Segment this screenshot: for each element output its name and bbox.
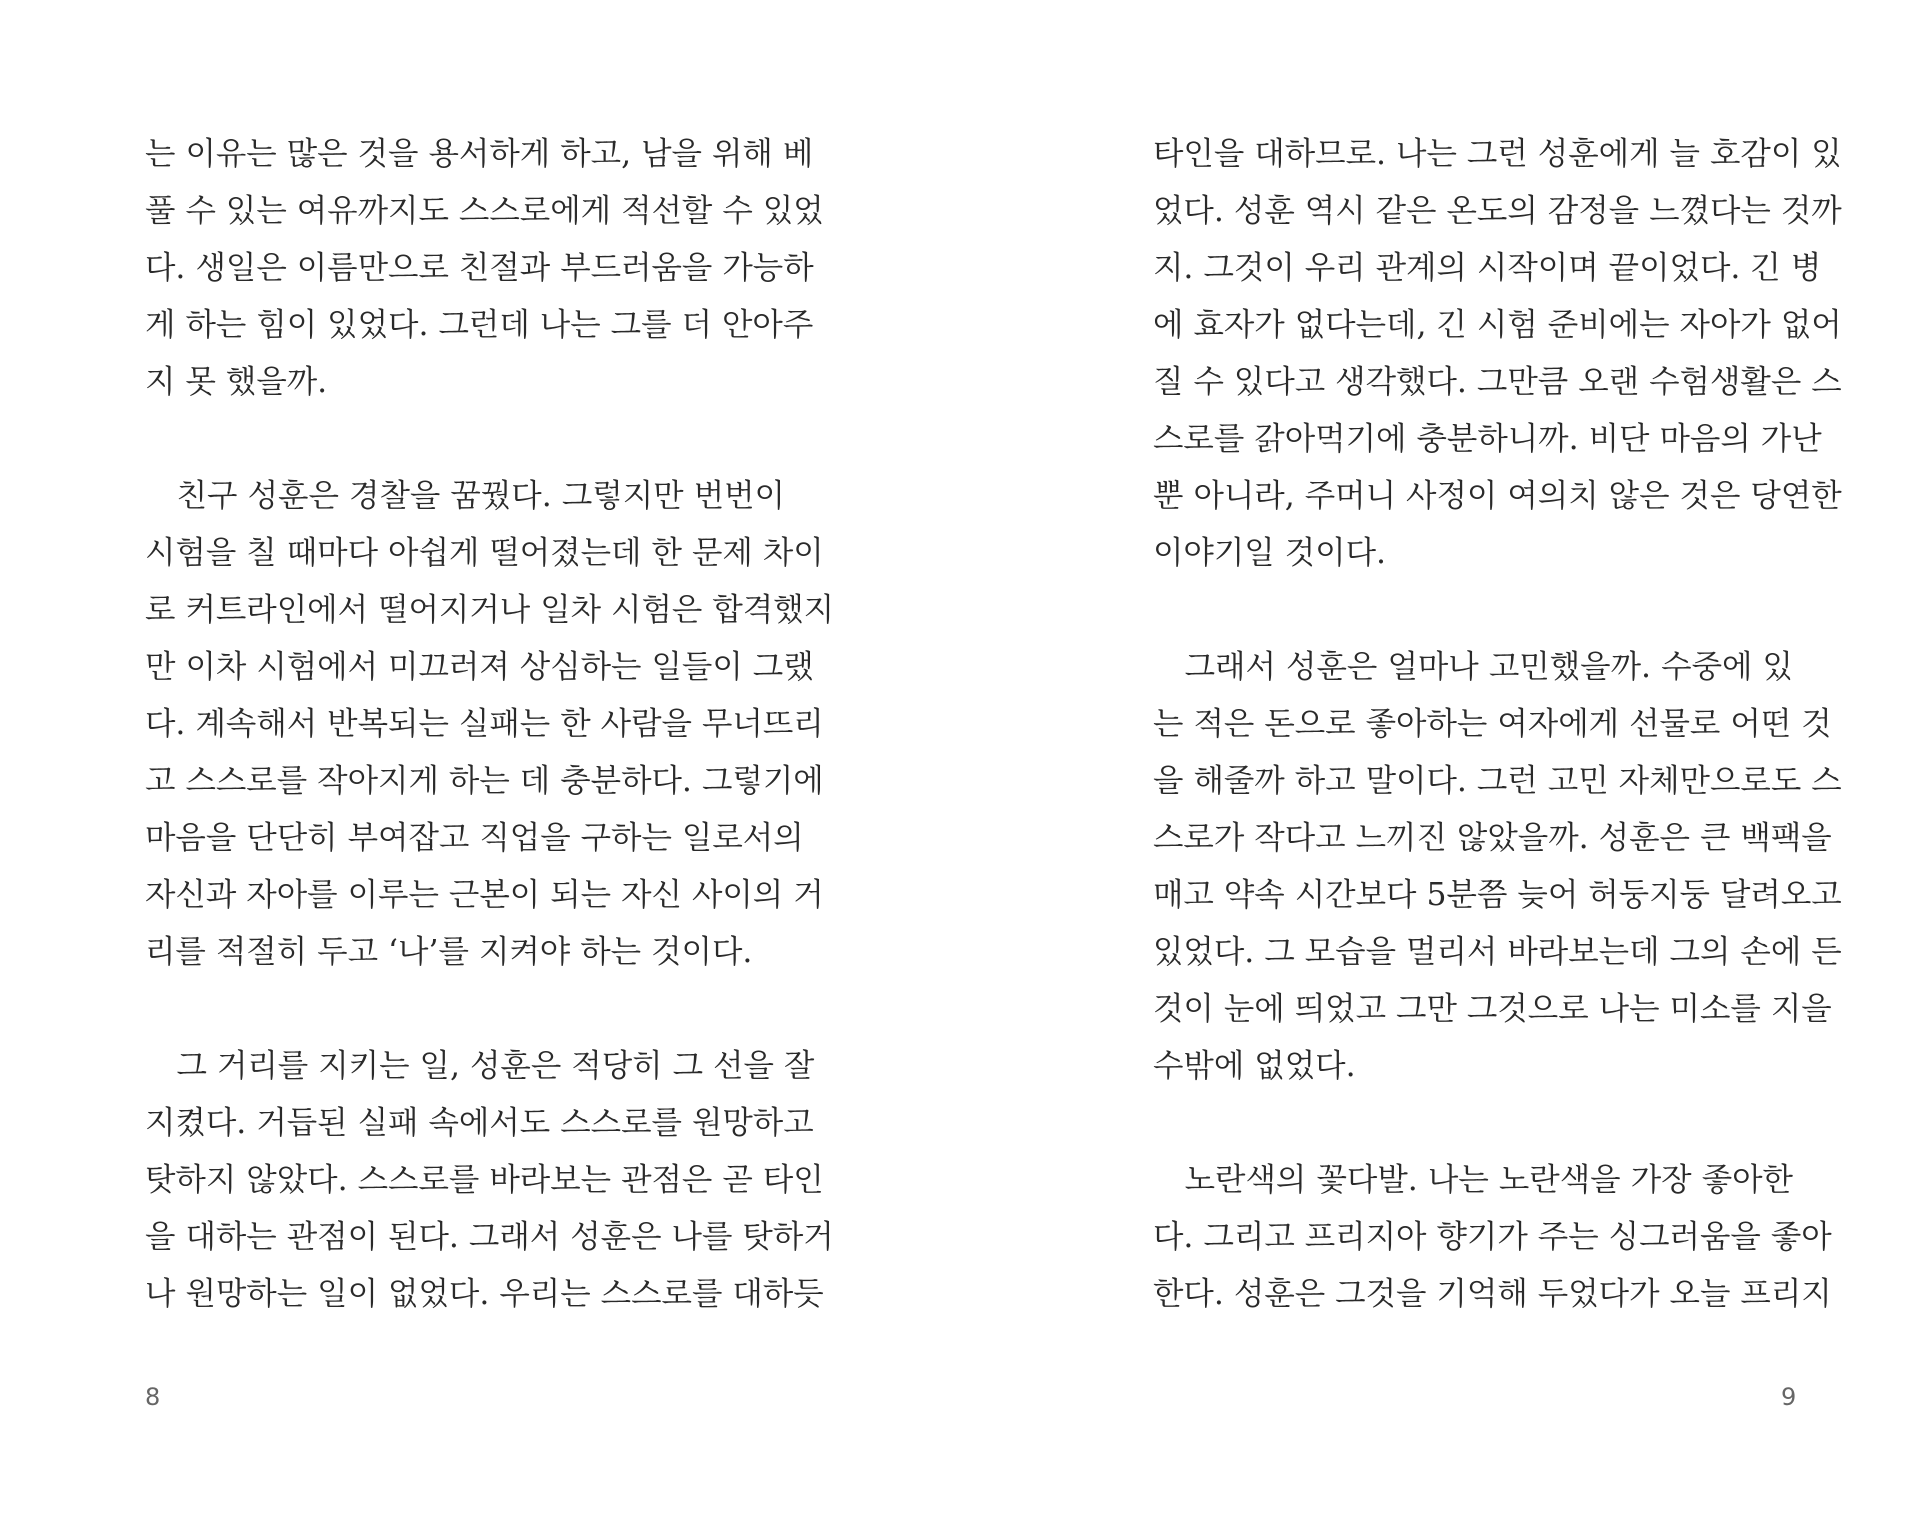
text-line: 자신과 자아를 이루는 근본이 되는 자신 사이의 거 [145, 877, 824, 913]
left-page-number: 8 [145, 1383, 161, 1411]
text-line: 노란색의 꽃다발. 나는 노란색을 가장 좋아한 [1153, 1162, 1793, 1198]
text-line: 탓하지 않았다. 스스로를 바라보는 관점은 곧 타인 [145, 1162, 824, 1198]
text-line: 는 적은 돈으로 좋아하는 여자에게 선물로 어떤 것 [1153, 706, 1832, 742]
text-line: 뿐 아니라, 주머니 사정이 여의치 않은 것은 당연한 [1153, 478, 1842, 514]
text-line: 다. 생일은 이름만으로 친절과 부드러움을 가능하 [145, 250, 814, 286]
text-line: 지 못 했을까. [145, 364, 328, 400]
text-line: 을 대하는 관점이 된다. 그래서 성훈은 나를 탓하거 [145, 1219, 834, 1255]
paragraph-gap [145, 411, 785, 468]
text-line: 게 하는 힘이 있었다. 그런데 나는 그를 더 안아주 [145, 307, 814, 343]
text-line: 풀 수 있는 여유까지도 스스로에게 적선할 수 있었 [145, 193, 824, 229]
paragraph-gap [1153, 582, 1793, 639]
text-line: 리를 적절히 두고 ‘나’를 지켜야 하는 것이다. [145, 934, 753, 970]
text-line: 을 해줄까 하고 말이다. 그런 고민 자체만으로도 스 [1153, 763, 1842, 799]
text-line: 친구 성훈은 경찰을 꿈꿨다. 그렇지만 번번이 [145, 478, 785, 514]
text-line: 스로를 갉아먹기에 충분하니까. 비단 마음의 가난 [1153, 421, 1822, 457]
text-line: 만 이차 시험에서 미끄러져 상심하는 일들이 그랬 [145, 649, 814, 685]
paragraph-gap [145, 981, 785, 1038]
text-line: 매고 약속 시간보다 5분쯤 늦어 허둥지둥 달려오고 [1153, 877, 1842, 913]
text-line: 다. 계속해서 반복되는 실패는 한 사람을 무너뜨리 [145, 706, 824, 742]
text-line: 다. 그리고 프리지아 향기가 주는 싱그러움을 좋아 [1153, 1219, 1832, 1255]
text-line: 지켰다. 거듭된 실패 속에서도 스스로를 원망하고 [145, 1105, 814, 1141]
right-page-text [1153, 126, 1842, 1323]
text-line: 마음을 단단히 부여잡고 직업을 구하는 일로서의 [145, 820, 804, 856]
text-line: 것이 눈에 띄었고 그만 그것으로 나는 미소를 지을 [1153, 991, 1832, 1027]
text-line: 스로가 작다고 느끼진 않았을까. 성훈은 큰 백팩을 [1153, 820, 1832, 856]
text-line: 나 원망하는 일이 없었다. 우리는 스스로를 대하듯 [145, 1276, 824, 1312]
paragraph-gap [1153, 1095, 1793, 1152]
text-line: 이야기일 것이다. [1153, 535, 1387, 571]
text-line: 질 수 있다고 생각했다. 그만큼 오랜 수험생활은 스 [1153, 364, 1842, 400]
text-line: 에 효자가 없다는데, 긴 시험 준비에는 자아가 없어 [1153, 307, 1842, 343]
text-line: 있었다. 그 모습을 멀리서 바라보는데 그의 손에 든 [1153, 934, 1842, 970]
text-line: 는 이유는 많은 것을 용서하게 하고, 남을 위해 베 [145, 136, 814, 172]
text-line: 지. 그것이 우리 관계의 시작이며 끝이었다. 긴 병 [1153, 250, 1822, 286]
text-line: 그 거리를 지키는 일, 성훈은 적당히 그 선을 잘 [145, 1048, 815, 1084]
text-line: 시험을 칠 때마다 아쉽게 떨어졌는데 한 문제 차이 [145, 535, 824, 571]
left-page-text [145, 126, 835, 1323]
text-line: 타인을 대하므로. 나는 그런 성훈에게 늘 호감이 있 [1153, 136, 1842, 172]
right-page [960, 0, 1920, 1524]
text-line: 그래서 성훈은 얼마나 고민했을까. 수중에 있 [1153, 649, 1793, 685]
text-line: 고 스스로를 작아지게 하는 데 충분하다. 그렇기에 [145, 763, 824, 799]
text-line: 수밖에 없었다. [1153, 1048, 1356, 1084]
text-line: 었다. 성훈 역시 같은 온도의 감정을 느꼈다는 것까 [1153, 193, 1842, 229]
right-page-number: 9 [1781, 1383, 1797, 1411]
text-line: 한다. 성훈은 그것을 기억해 두었다가 오늘 프리지 [1153, 1276, 1832, 1312]
text-line: 로 커트라인에서 떨어지거나 일차 시험은 합격했지 [145, 592, 835, 628]
